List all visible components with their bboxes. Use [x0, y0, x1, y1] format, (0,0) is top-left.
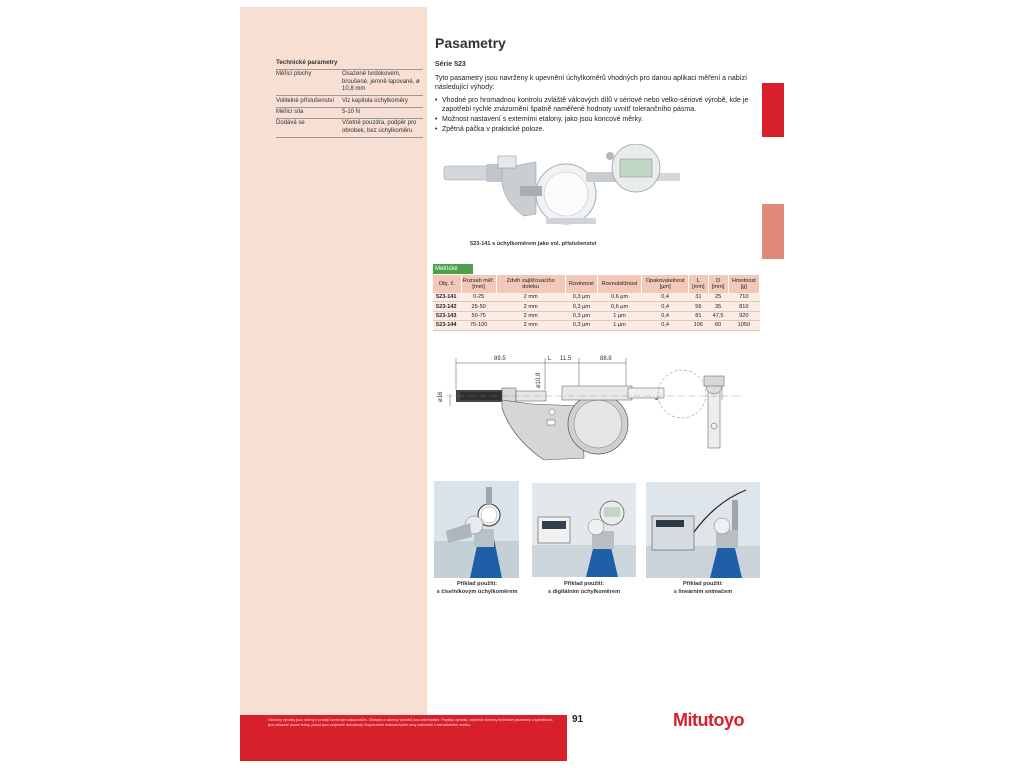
table-cell: 523-142 — [433, 302, 461, 311]
table-row — [433, 321, 760, 330]
col-header: Obj. č. — [433, 275, 461, 293]
spec-row — [276, 95, 423, 106]
table-cell: 25 — [708, 293, 728, 302]
spec-key: Volitelné příslušenství — [276, 97, 335, 104]
application-photo-linear — [646, 482, 760, 578]
application-caption — [532, 580, 636, 596]
spec-key: Měřicí síla — [276, 108, 304, 115]
page-title: Pasametry — [435, 35, 506, 51]
footer-disclaimer: Všechny výrobky jsou určeny k prodeji konečným zákazníkům. Obrázky a nákresy výrobků jsou informativní. Popisky výrobků, zejména všechny technické parametry a specifikace, jsou závazné pouze tehdy, pokud jsou vzájemně dohodnuty. Doporučené maloobchodní ceny naleznete v samostatném ceníku. — [268, 718, 554, 727]
table-cell: 920 — [728, 311, 759, 320]
col-header: Rovnoběžnost — [598, 275, 642, 293]
table-cell: 0,4 — [642, 293, 689, 302]
table-cell: 710 — [728, 293, 759, 302]
dim-l: L — [548, 356, 552, 362]
bullet-item: • Zpětná páčka v praktické poloze. — [435, 125, 763, 134]
technical-drawing — [432, 348, 744, 473]
table-cell: 0,4 — [642, 302, 689, 311]
col-header: D [mm] — [708, 275, 728, 293]
table-cell: 25-50 — [461, 302, 496, 311]
table-cell: 2 mm — [496, 302, 565, 311]
spec-row — [276, 118, 423, 138]
table-cell: 0-25 — [461, 293, 496, 302]
col-header: Hmotnost [g] — [728, 275, 759, 293]
intro-text: Tyto pasametry jsou navrženy k upevnění úchylkoměrů vhodných pro danou aplikaci měření a nabízí následující výhody: — [435, 75, 748, 92]
table-cell: 523-144 — [433, 321, 461, 330]
spec-value: Včetně pouzdra, podpěr pro obrobek, bez úchylkoměru — [342, 120, 417, 134]
table-cell: 50-75 — [461, 311, 496, 320]
table-cell: 0,3 µm — [565, 293, 597, 302]
dim-89-5: 89.5 — [494, 356, 506, 362]
bullet-item: • Vhodné pro hromadnou kontrolu zvláště válcových dílů v sériové nebo velko-sériové výrobě, kde je zapotřebí rychlé znázornění špatně naměřené hodnoty uvnitř tolerančního pásma. — [435, 96, 763, 115]
table-cell: 1 µm — [598, 311, 642, 320]
spec-value: Viz kapitola úchylkoměry — [342, 97, 408, 104]
table-cell: 106 — [689, 321, 708, 330]
table-cell: 0,4 — [642, 321, 689, 330]
application-photo-digital — [532, 483, 636, 577]
product-photo-caption: 523-141 s úchylkoměrem jako vol. příslušenství — [470, 241, 597, 247]
spec-key: Měřicí plochy — [276, 71, 312, 78]
table-cell: 2 mm — [496, 311, 565, 320]
application-caption — [646, 580, 760, 596]
dim-d10-8: ø10.8 — [536, 372, 542, 388]
table-row — [433, 302, 760, 311]
col-header: Opakovatelnost [µm] — [642, 275, 689, 293]
table-cell: 2 mm — [496, 321, 565, 330]
col-header: L [mm] — [689, 275, 708, 293]
table-cell: 0,4 — [642, 311, 689, 320]
page-number: 91 — [572, 714, 584, 725]
spec-row — [276, 107, 423, 118]
col-header: Rozsah měř. [mm] — [461, 275, 496, 293]
table-cell: 810 — [728, 302, 759, 311]
spec-key: Dodává se — [276, 120, 305, 127]
table-cell: 0,6 µm — [598, 302, 642, 311]
col-header: Zdvih zajišťovacího doteku — [496, 275, 565, 293]
dim-d16: ø16 — [438, 391, 444, 402]
application-photo-dial — [434, 481, 519, 578]
table-cell: 1050 — [728, 321, 759, 330]
application-caption-line1: Příklad použití: — [456, 581, 498, 587]
col-header: Rovinnost — [565, 275, 597, 293]
table-cell: 81 — [689, 311, 708, 320]
mitutoyo-logo: Mitutoyo — [673, 710, 744, 730]
series-label: Série 523 — [435, 61, 466, 68]
bullet-item: • Možnost nastavení s externími etalony, jako jsou koncové měrky. — [435, 115, 763, 124]
application-caption-line2: s lineárním snímačem — [673, 589, 733, 595]
application-caption — [426, 580, 528, 596]
table-cell: 56 — [689, 302, 708, 311]
spec-table — [433, 275, 760, 331]
table-cell: 35 — [708, 302, 728, 311]
table-cell: 75-100 — [461, 321, 496, 330]
table-cell: 0,3 µm — [565, 311, 597, 320]
application-caption-line2: s číselníkovým úchylkoměrem — [436, 589, 518, 595]
tech-spec-block — [276, 59, 423, 138]
application-caption-line2: s digitálním úchylkoměrem — [547, 589, 621, 595]
table-cell: 31 — [689, 293, 708, 302]
table-cell: 47,5 — [708, 311, 728, 320]
dim-88-8: 88.8 — [600, 356, 612, 362]
product-photo — [436, 144, 696, 236]
table-cell: 0,3 µm — [565, 321, 597, 330]
chapter-tab-red — [762, 83, 784, 137]
application-caption-line1: Příklad použití: — [682, 581, 724, 587]
table-row — [433, 311, 760, 320]
metric-label: Metrické — [433, 264, 473, 274]
dim-11-5: 11.5 — [560, 356, 572, 362]
table-row — [433, 293, 760, 302]
application-caption-line1: Příklad použití: — [563, 581, 605, 587]
table-cell: 523-143 — [433, 311, 461, 320]
spec-value: Osazené tvrdokovem, broušené, jemně lapované, ø 10,8 mm — [342, 71, 420, 93]
table-cell: 2 mm — [496, 293, 565, 302]
spec-row — [276, 69, 423, 95]
tech-spec-title: Technické parametry — [276, 59, 338, 66]
spec-value: 5-10 N — [342, 108, 361, 115]
table-cell: 1 µm — [598, 321, 642, 330]
table-cell: 0,3 µm — [565, 302, 597, 311]
table-cell: 60 — [708, 321, 728, 330]
table-cell: 523-141 — [433, 293, 461, 302]
table-header-row — [433, 275, 760, 293]
table-cell: 0,6 µm — [598, 293, 642, 302]
chapter-tab-salmon — [762, 204, 784, 259]
